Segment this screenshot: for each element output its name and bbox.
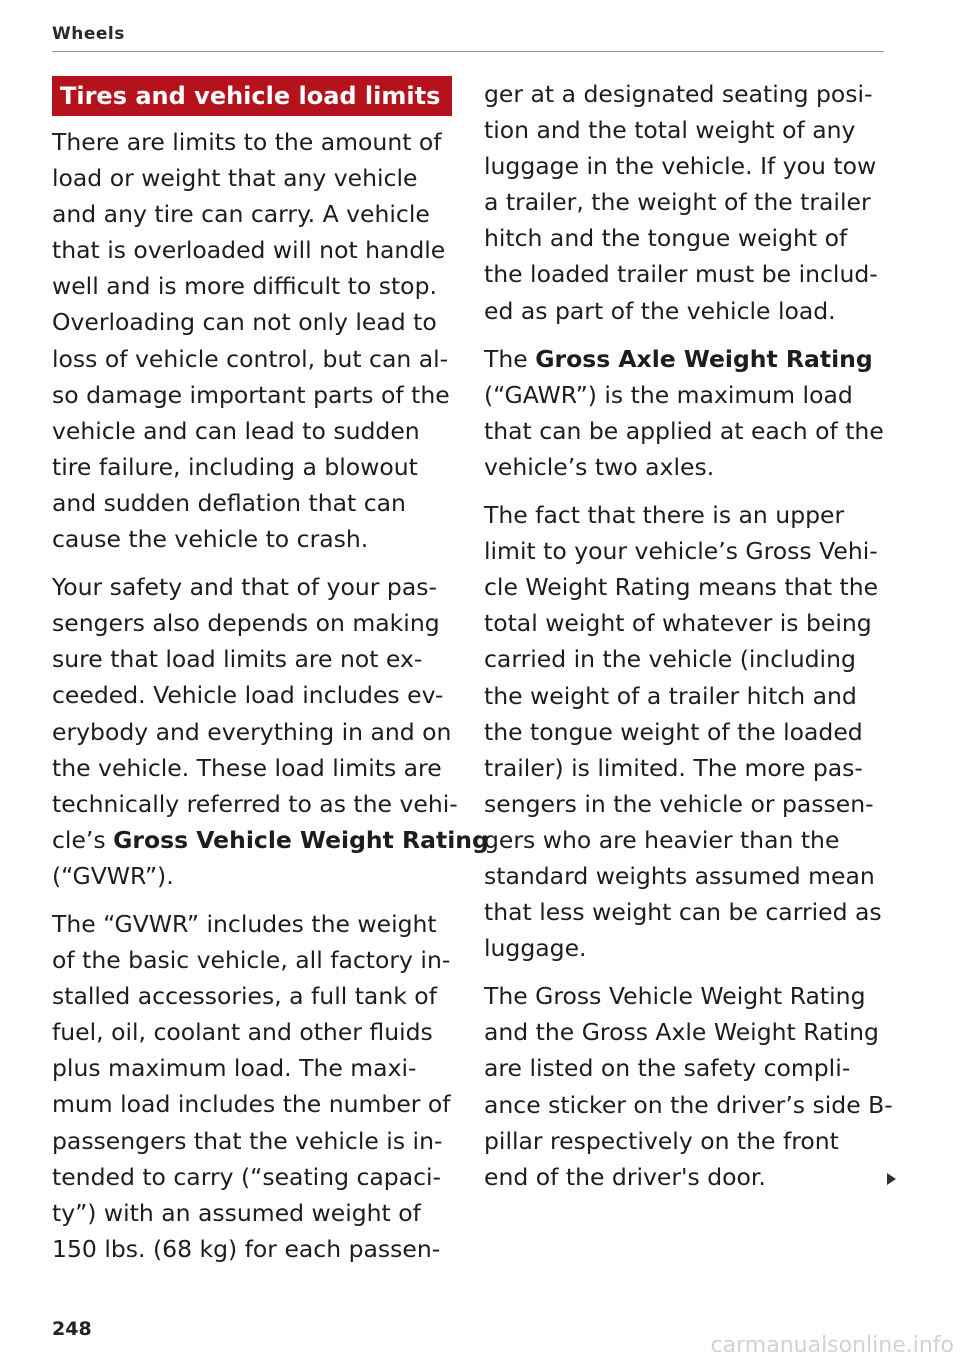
header-rule xyxy=(52,51,884,52)
text-line: hitch and the tongue weight of xyxy=(484,224,848,253)
text-line: pillar respectively on the front xyxy=(484,1126,839,1155)
text-line: and the Gross Axle Weight Rating xyxy=(484,1018,879,1047)
text-line: The Gross Vehicle Weight Rating xyxy=(484,982,866,1011)
page-header: Wheels xyxy=(52,24,125,44)
text-line: load or weight that any vehicle xyxy=(52,164,418,193)
text-line: that is overloaded will not handle xyxy=(52,236,446,265)
text-line-gvwr xyxy=(52,822,489,858)
text-line: ance sticker on the driver’s side B- xyxy=(484,1090,893,1119)
text-line: plus maximum load. The maxi- xyxy=(52,1054,417,1083)
text-line: sengers in the vehicle or passen- xyxy=(484,789,874,818)
text-line: cause the vehicle to crash. xyxy=(52,525,369,554)
right-column xyxy=(484,76,893,1207)
text-line: ceeded. Vehicle load includes ev- xyxy=(52,681,444,710)
text-line: ed as part of the vehicle load. xyxy=(484,296,836,325)
text-line: ty”) with an assumed weight of xyxy=(52,1198,421,1227)
text-line: erybody and everything in and on xyxy=(52,717,452,746)
text-line: 150 lbs. (68 kg) for each passen- xyxy=(52,1234,441,1263)
text-line: ger at a designated seating posi- xyxy=(484,80,873,108)
text-line: technically referred to as the vehi- xyxy=(52,789,458,818)
continue-arrow-icon xyxy=(887,1173,896,1185)
text-line: The fact that there is an upper xyxy=(484,501,845,530)
text-line: gers who are heavier than the xyxy=(484,825,840,854)
text-prefix: The xyxy=(484,344,536,373)
text-line: and sudden deflation that can xyxy=(52,488,406,517)
text-line: There are limits to the amount of xyxy=(52,128,442,156)
paragraph-upper-limit xyxy=(484,497,884,966)
text-line: the weight of a trailer hitch and xyxy=(484,681,857,710)
text-line: trailer) is limited. The more pas- xyxy=(484,753,863,782)
term-gvwr: Gross Vehicle Weight Rating xyxy=(113,825,489,854)
text-line: tended to carry (“seating capaci- xyxy=(52,1162,442,1191)
term-gawr: Gross Axle Weight Rating xyxy=(535,344,873,373)
text-line: carried in the vehicle (including xyxy=(484,645,856,674)
text-line: total weight of whatever is being xyxy=(484,609,872,638)
text-line: and any tire can carry. A vehicle xyxy=(52,200,430,229)
text-line: end of the driver's door. xyxy=(484,1162,766,1191)
text-line: vehicle and can lead to sudden xyxy=(52,416,420,445)
text-line: sure that load limits are not ex- xyxy=(52,645,423,674)
text-line: The “GVWR” includes the weight xyxy=(52,909,437,938)
text-line: cle Weight Rating means that the xyxy=(484,573,879,602)
text-line: luggage in the vehicle. If you tow xyxy=(484,152,877,181)
text-line: fuel, oil, coolant and other fluids xyxy=(52,1018,433,1047)
text-line: standard weights assumed mean xyxy=(484,861,875,890)
paragraph-gvwr-includes xyxy=(52,906,452,1267)
text-line: well and is more difficult to stop. xyxy=(52,272,437,301)
text-line: that can be applied at each of the xyxy=(484,416,884,445)
text-line: are listed on the safety compli- xyxy=(484,1054,851,1083)
section-title: Tires and vehicle load limits xyxy=(52,76,452,116)
text-line-gawr xyxy=(484,341,884,377)
text-line: the loaded trailer must be includ- xyxy=(484,260,878,289)
text-line: that less weight can be carried as xyxy=(484,898,882,927)
text-line: Overloading can not only lead to xyxy=(52,308,437,337)
text-line: sengers also depends on making xyxy=(52,609,440,638)
page-number: 248 xyxy=(52,1318,92,1340)
paragraph-sticker xyxy=(484,978,893,1195)
text-line: the tongue weight of the loaded xyxy=(484,717,863,746)
paragraph-load-limits xyxy=(52,124,452,557)
paragraph-gawr xyxy=(484,341,884,485)
text-line: tion and the total weight of any xyxy=(484,116,856,145)
text-line: (“GAWR”) is the maximum load xyxy=(484,380,853,409)
paragraph-continued xyxy=(484,76,884,329)
text-line: Your safety and that of your pas- xyxy=(52,573,437,602)
text-line: so damage important parts of the xyxy=(52,380,450,409)
text-line: limit to your vehicle’s Gross Vehi- xyxy=(484,537,878,566)
text-line: of the basic vehicle, all factory in- xyxy=(52,946,451,975)
text-line: the vehicle. These load limits are xyxy=(52,753,442,782)
text-line: loss of vehicle control, but can al- xyxy=(52,344,449,373)
text-line: vehicle’s two axles. xyxy=(484,452,715,481)
watermark: carmanualsonline.info xyxy=(710,1333,954,1358)
text-line: luggage. xyxy=(484,934,587,963)
text-prefix: cle’s xyxy=(52,825,114,854)
left-column xyxy=(52,76,489,1279)
text-line: tire failure, including a blowout xyxy=(52,452,418,481)
paragraph-safety xyxy=(52,569,489,894)
text-line: (“GVWR”). xyxy=(52,861,174,890)
text-line: stalled accessories, a full tank of xyxy=(52,982,437,1011)
text-line: passengers that the vehicle is in- xyxy=(52,1126,443,1155)
text-line: a trailer, the weight of the trailer xyxy=(484,188,871,217)
text-line: mum load includes the number of xyxy=(52,1090,451,1119)
